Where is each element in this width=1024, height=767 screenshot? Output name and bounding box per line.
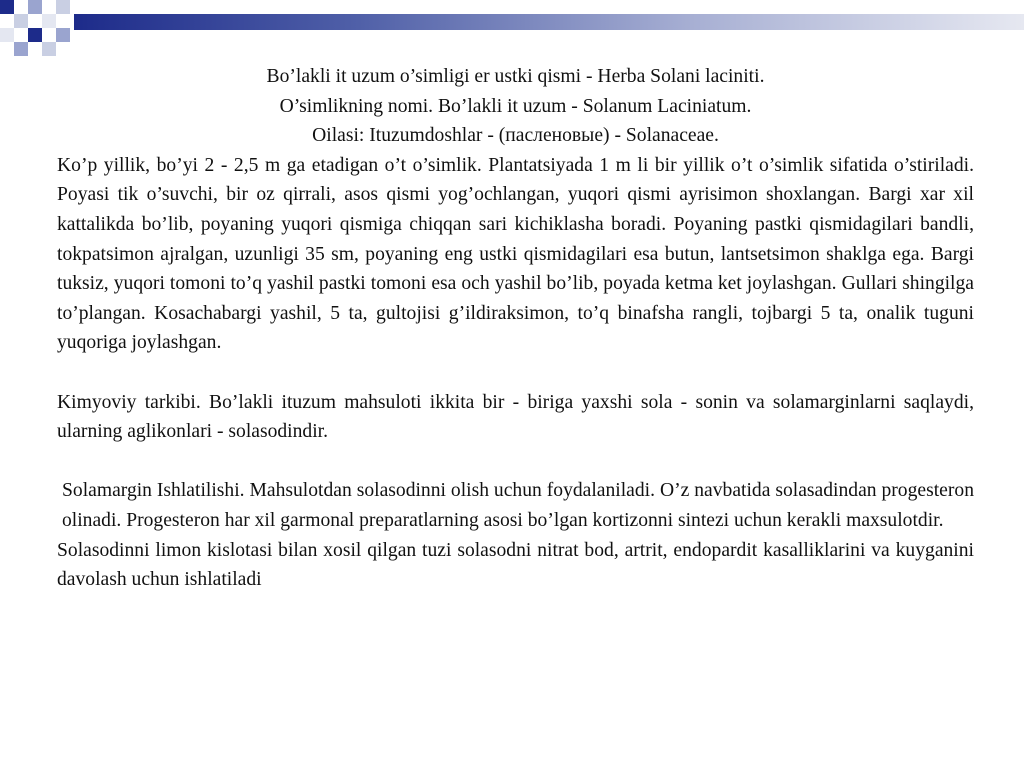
paragraph-spacer xyxy=(57,358,974,388)
slide-content xyxy=(57,62,974,595)
decor-square xyxy=(14,14,28,28)
description-paragraph: Ko’p yillik, bo’yi 2 - 2,5 m ga etadigan o’t o’simlik. Plantatsiyada 1 m li bir yillik o’t o’simlik sifatida o’stiriladi. Poyasi tik o’suvchi, bir oz qirrali, asos qismi yog’ochlangan, yuqori qismi ayrisimon shoxlangan. Bargi xar xil kattalikda bo’lib, poyaning yuqori qismiga chiqqan sari kichiklasha boradi. Poyaning pastki qismidagilari bandli, tokpatsimon ajralgan, uzunligi 35 sm, poyaning eng ustki qismidagilari esa butun, lantsetsimon shaklga ega. Bargi tuksiz, yuqori tomoni to’q yashil pastki tomoni esa och yashil bo’lib, poyada ketma ket joylashgan. Gullari shingilga to’plangan. Kosachabargi yashil, 5 ta, gultojisi g’ildiraksimon, to’q binafsha rangli, tojbargi 5 ta, onalik tuguni yuqoriga joylashgan. xyxy=(57,154,974,354)
paragraph-spacer xyxy=(57,447,974,477)
header-gradient-bar xyxy=(74,14,1024,30)
title-line-1: Bo’lakli it uzum o’simligi er ustki qismi - Herba Solani laciniti. xyxy=(266,66,765,87)
decor-square xyxy=(42,42,56,56)
usage-paragraph: Solamargin Ishlatilishi. Mahsulotdan solasodinni olish uchun foydalaniladi. O’z navbatida solasadindan progesteron olinadi. Progesteron har xil garmonal preparatlarning asosi bo’lgan kortizonni sintezi uchun kerakli maxsulotdir. xyxy=(62,480,974,531)
decor-square xyxy=(0,0,14,14)
chemical-composition-paragraph: Kimyoviy tarkibi. Bo’lakli ituzum mahsuloti ikkita bir - biriga yaxshi sola - sonin va solamarginlarni saqlaydi, ularning aglikonlari - solasodindir. xyxy=(57,391,974,443)
decor-square xyxy=(28,0,42,14)
title-line-2: O’simlikning nomi. Bo’lakli it uzum - Solanum Laciniatum. xyxy=(279,95,752,117)
decor-square xyxy=(14,42,28,56)
medical-use-paragraph: Solasodinni limon kislotasi bilan xosil qilgan tuzi solasodni nitrat bod, artrit, endopardit kasalliklarini va kuyganini davolash uchun ishlatiladi xyxy=(57,539,974,591)
decor-square xyxy=(56,28,70,42)
decor-square xyxy=(42,14,56,28)
decor-square xyxy=(0,28,14,42)
title-line-3: Oilasi: Ituzumdoshlar - (пасленовые) - Solanaceae. xyxy=(312,125,719,147)
decor-square xyxy=(28,28,42,42)
decor-square xyxy=(56,0,70,14)
